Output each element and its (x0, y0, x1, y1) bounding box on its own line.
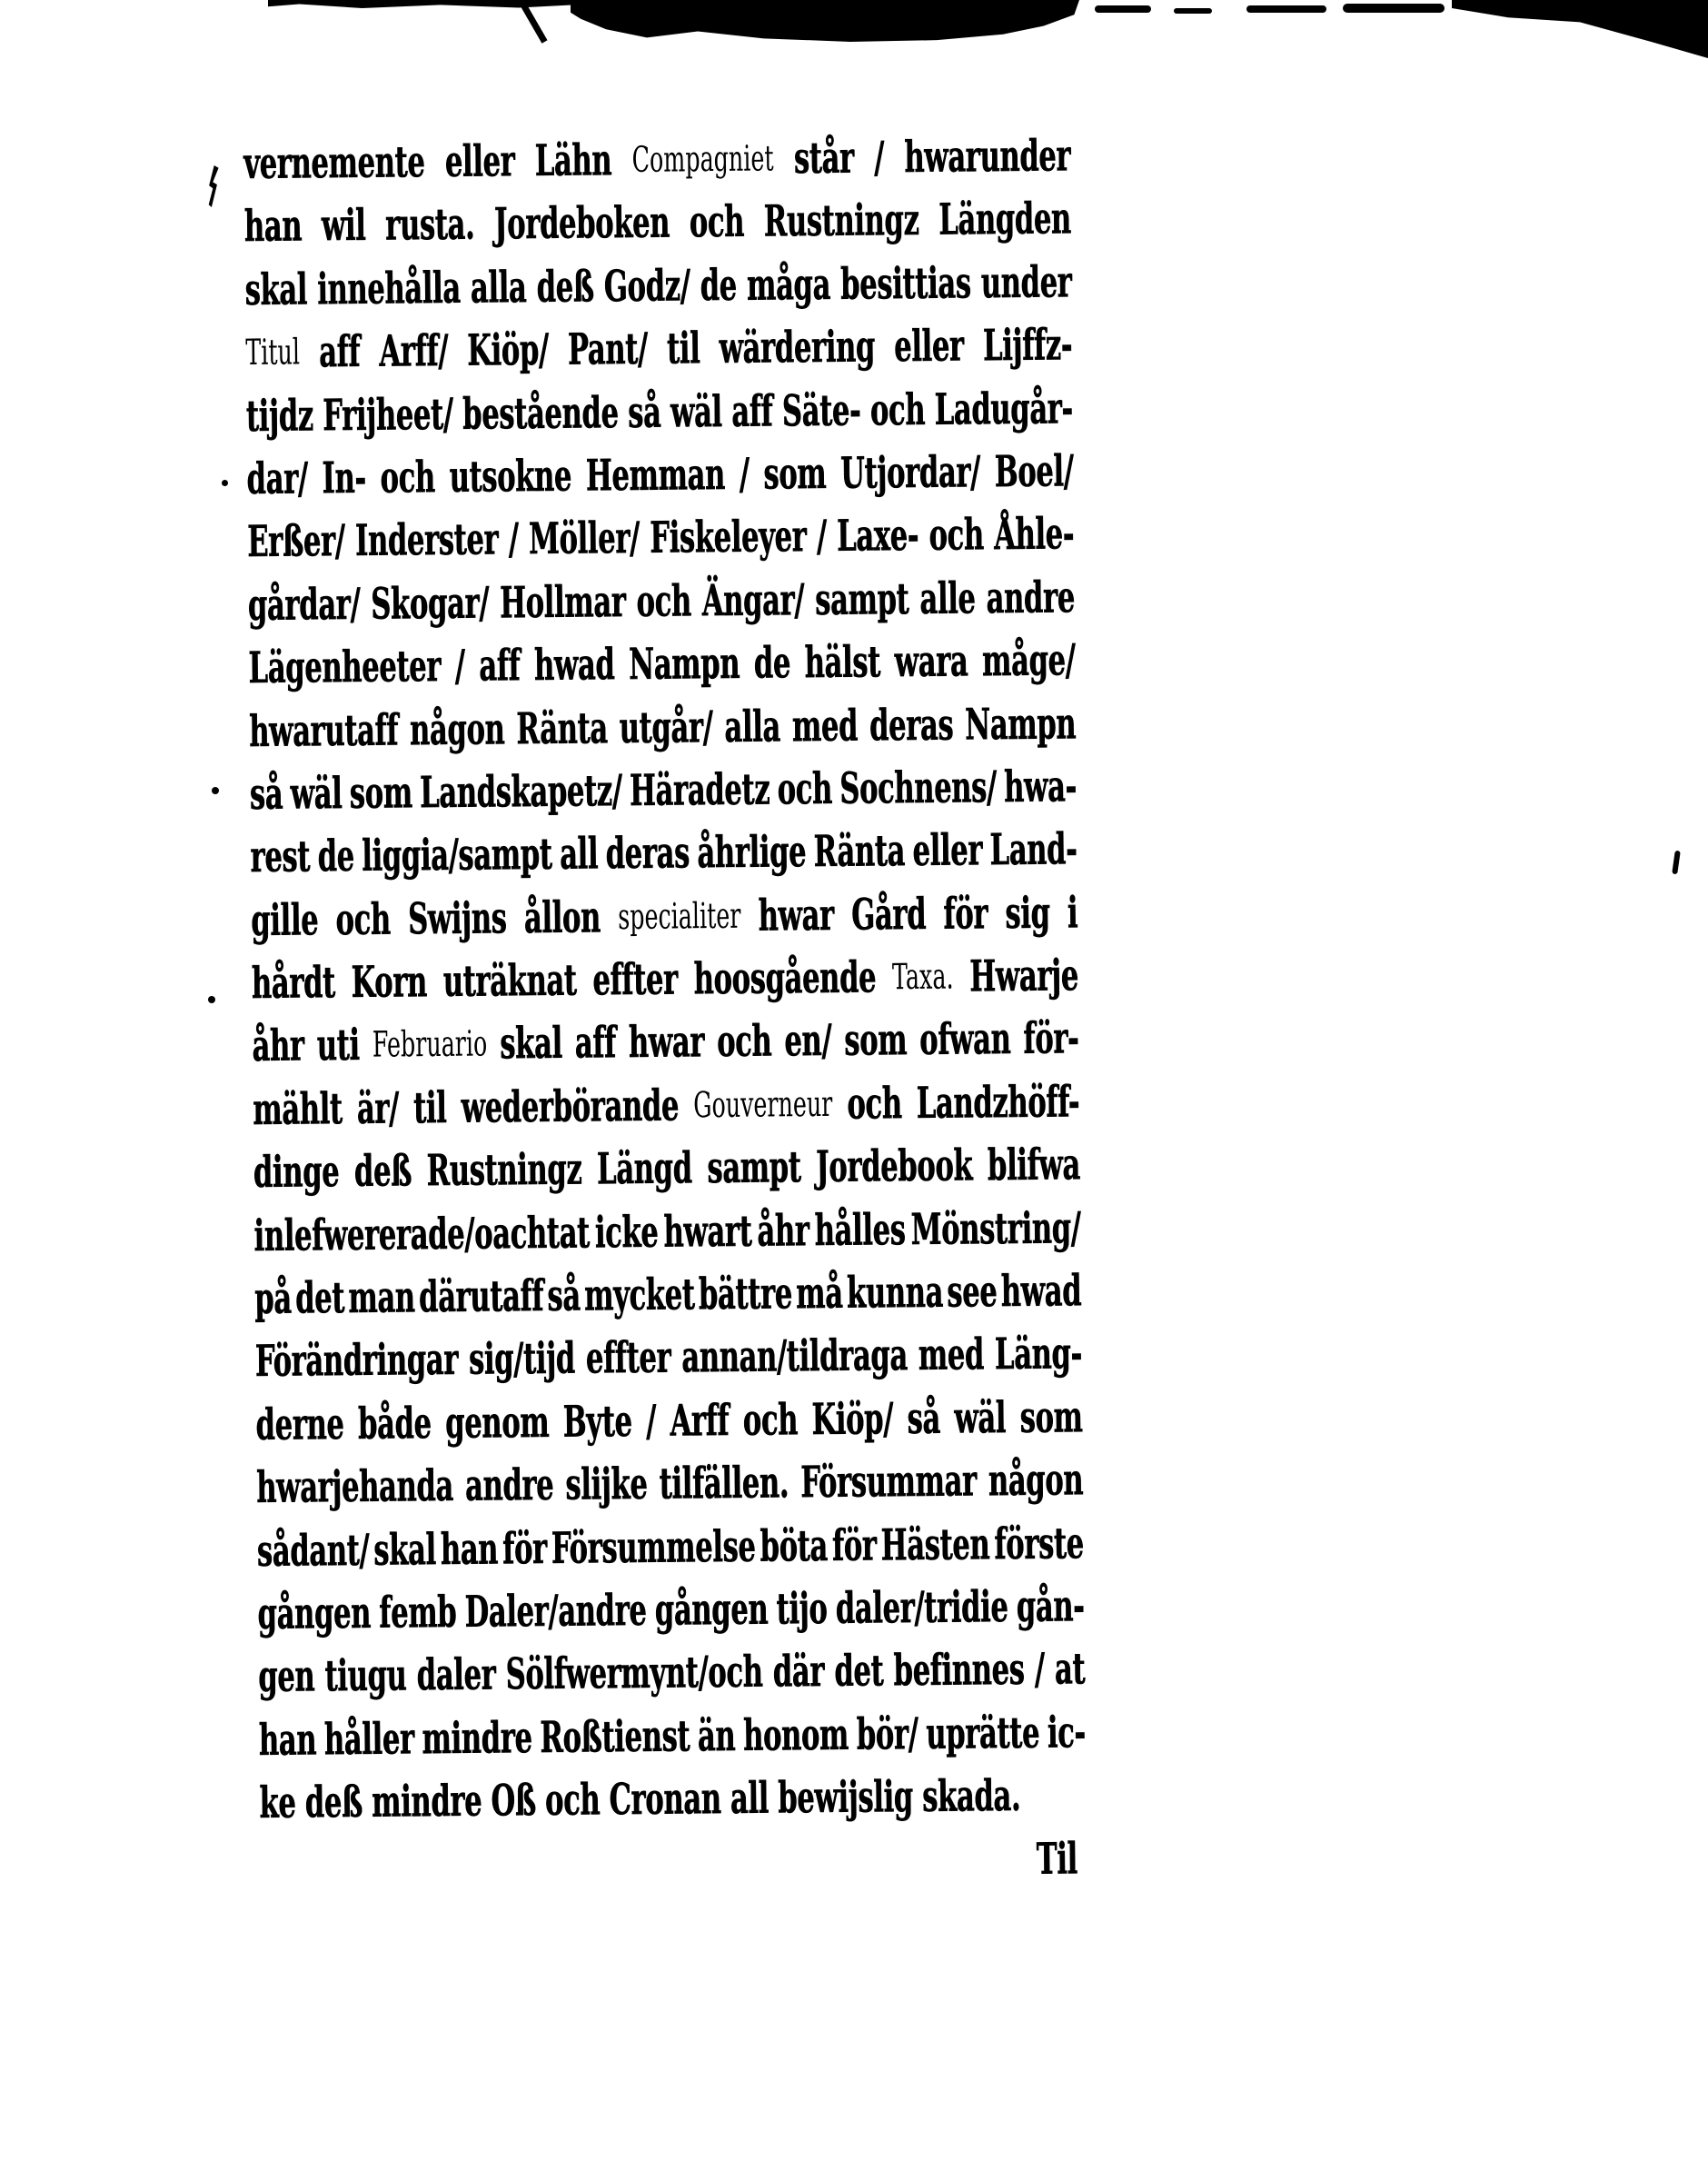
word: må (796, 1268, 844, 1320)
word: som (844, 1015, 908, 1067)
word: / (454, 641, 465, 692)
word: Arff (670, 1395, 730, 1447)
word: Compagniet (631, 138, 774, 181)
word: Daler/andre (464, 1585, 647, 1638)
word: femb (379, 1587, 457, 1638)
word: Skogar/ (371, 578, 490, 630)
text-line-3 (244, 251, 1072, 322)
word: Mönstring/ (910, 1202, 1081, 1255)
word: eller (912, 825, 983, 877)
word: Häradetz (629, 764, 770, 816)
word: hwad (1000, 1266, 1082, 1318)
word: än (697, 1710, 736, 1762)
word: / (508, 514, 519, 565)
text-line-8 (248, 566, 1076, 637)
word: Landzhöff- (916, 1077, 1080, 1129)
word: Inderster (354, 514, 499, 567)
word: Försummar (800, 1456, 978, 1509)
word: Landskapetz/ (419, 765, 622, 819)
word: med (791, 701, 859, 752)
word: för- (1023, 1013, 1079, 1065)
word: alla (724, 701, 781, 752)
word: genom (444, 1397, 550, 1449)
word: åhr (252, 1021, 305, 1072)
word: In- (322, 453, 367, 504)
word: och (742, 1395, 799, 1446)
word: Hästen (880, 1519, 990, 1570)
word: eller (893, 321, 965, 373)
text-line-16 (253, 1071, 1080, 1141)
word: Byte (562, 1396, 632, 1448)
word: Ränta (813, 826, 906, 878)
word: Lähn (534, 135, 612, 186)
word: för (943, 888, 988, 940)
word: tijo (776, 1583, 828, 1635)
word: ållon (523, 891, 601, 943)
word: både (357, 1398, 432, 1449)
word: åhrlige (697, 827, 807, 879)
word: står (793, 133, 855, 184)
word: han (258, 1715, 317, 1766)
word: til (412, 1082, 447, 1134)
word: skal (500, 1019, 563, 1070)
word: / (645, 1396, 657, 1447)
word: där (772, 1647, 825, 1698)
word: utsokne (449, 451, 572, 503)
word: gån- (1016, 1581, 1085, 1632)
word: Gouverneur (693, 1083, 833, 1127)
word: så (627, 387, 661, 438)
word: wäl (954, 1392, 1007, 1444)
word: med (918, 1330, 985, 1381)
text-line-25 (258, 1638, 1086, 1709)
text-line-17 (253, 1133, 1081, 1204)
text-line-13 (251, 881, 1078, 952)
text-line-23 (257, 1512, 1085, 1583)
word: sig/tijd (468, 1333, 576, 1386)
word: wärdering (719, 322, 876, 374)
text-line-12 (250, 819, 1077, 890)
word: han (440, 1523, 499, 1575)
scan-artifact-dash (1095, 5, 1151, 13)
word: en/ (784, 1016, 832, 1067)
word: inlefwererade/oachtat (253, 1208, 591, 1261)
word: hårdt (251, 958, 336, 1010)
word: under (980, 257, 1072, 308)
scan-artifact-top-strip (268, 0, 581, 8)
word: Nampn (964, 698, 1077, 750)
word: sampt (707, 1142, 801, 1194)
word: alle (919, 573, 976, 624)
word: och (847, 1078, 902, 1130)
word: gången (654, 1584, 769, 1636)
word: Ladugår- (934, 383, 1074, 435)
word: / (816, 512, 828, 563)
word: man (348, 1272, 416, 1323)
word: Hemman (585, 449, 726, 502)
word: det (834, 1646, 884, 1698)
word: aff (318, 326, 361, 378)
word: Säte- (781, 385, 861, 436)
word: Hollmar (499, 576, 626, 629)
word: Land- (989, 824, 1077, 876)
text-segment: ke deß mindre Oß och Cronan all bewijslig skada. (259, 1771, 1021, 1829)
scan-artifact-speck (208, 996, 215, 1003)
scan-artifact-dash (1246, 5, 1326, 13)
word: Nampn (628, 638, 740, 691)
word: sampt (815, 573, 909, 625)
word: kunna (846, 1267, 944, 1319)
scan-artifact-dash (1174, 8, 1212, 14)
word: dinge (253, 1147, 340, 1199)
word: förste (994, 1518, 1085, 1569)
catchword-row (260, 1827, 1087, 1898)
word: skal (244, 264, 308, 315)
word: dar/ (246, 453, 309, 504)
text-line-14 (252, 944, 1079, 1015)
word: ic- (1047, 1707, 1087, 1758)
word: är/ (356, 1083, 400, 1134)
word: de (700, 260, 738, 311)
scan-artifact-speck (212, 787, 219, 794)
word: gen (258, 1651, 315, 1703)
word: gille (251, 894, 319, 946)
scan-artifact-speck (1672, 851, 1681, 875)
word: honom (742, 1709, 849, 1761)
word: / (1034, 1644, 1046, 1696)
word: rest (250, 832, 311, 883)
word: och (869, 384, 926, 435)
word: Läng- (994, 1329, 1083, 1380)
word: Pant/ (567, 324, 649, 375)
word: ofwan (919, 1014, 1011, 1066)
word: hwad (533, 640, 615, 692)
word: Laxe- (836, 511, 919, 563)
word: Kiöp/ (467, 324, 550, 376)
word: sådant/ (256, 1525, 370, 1577)
word: daler/tridie (835, 1581, 1008, 1634)
word: hwart (663, 1206, 752, 1258)
text-line-22 (256, 1449, 1084, 1519)
word: at (1054, 1644, 1086, 1695)
word: det (294, 1273, 345, 1324)
word: utgår/ (619, 702, 713, 753)
word: blifwa (987, 1140, 1081, 1191)
word: som (1019, 1392, 1083, 1443)
word: tijdz (245, 390, 314, 442)
word: uträknat (442, 955, 577, 1008)
word: liggia/sampt (362, 830, 552, 882)
word: wäl (670, 386, 723, 438)
catchword: Til (1036, 1833, 1078, 1885)
word: icke (594, 1207, 659, 1258)
text-line-15 (252, 1008, 1079, 1079)
word: all (559, 829, 599, 880)
word: Titul (245, 332, 301, 374)
word: Rustningz (426, 1144, 582, 1197)
text-line-18 (253, 1197, 1081, 1268)
word: hwar (628, 1017, 705, 1069)
word: Jordebook (816, 1140, 973, 1193)
word: eller (444, 136, 515, 187)
word: Åhle- (993, 509, 1075, 561)
word: och (928, 510, 985, 562)
word: bör/ (856, 1708, 919, 1760)
word: besittias (839, 258, 971, 310)
word: vernemente (243, 137, 425, 189)
word: åhr (757, 1205, 809, 1257)
word: håller (323, 1714, 415, 1765)
text-line-10 (249, 692, 1077, 763)
text-line-5 (246, 377, 1074, 448)
word: / (739, 449, 750, 500)
word: Kiöp/ (811, 1394, 894, 1445)
word: Hwarje (969, 951, 1079, 1002)
word: aff (479, 641, 521, 692)
text-line-20 (255, 1323, 1083, 1394)
text-line-7 (247, 503, 1075, 574)
word: och (689, 197, 745, 248)
word: sig (1005, 888, 1050, 939)
word: han (243, 201, 303, 253)
word: alla (470, 262, 527, 314)
word: Lijffz- (982, 320, 1073, 372)
word: måge/ (981, 635, 1076, 687)
word: så (907, 1393, 941, 1444)
text-line-6 (246, 440, 1074, 511)
word: Erßer/ (247, 516, 345, 568)
word: måga (746, 259, 831, 311)
word: wil (321, 201, 366, 252)
word: hwar (758, 890, 835, 941)
word: deras (605, 828, 690, 880)
word: Gård (850, 889, 927, 941)
word: hwarjehanda (256, 1461, 454, 1514)
word: innehålla (317, 263, 462, 315)
text-line-9 (248, 629, 1076, 700)
word: wederbörande (461, 1081, 680, 1133)
word: och (777, 763, 833, 815)
word: specialiter (618, 895, 741, 938)
word: Fiskeleyer (650, 512, 807, 564)
word: Sochnens/ (839, 762, 998, 814)
word: och (380, 452, 436, 503)
word: Roßtienst (540, 1711, 690, 1763)
word: annan/tildraga (681, 1330, 909, 1383)
word: hwarutaff (249, 704, 399, 757)
word: och (335, 894, 392, 945)
word: andre (464, 1459, 554, 1511)
word: böta (760, 1520, 829, 1572)
word: tilfällen. (659, 1458, 789, 1509)
word: Längd (596, 1143, 692, 1195)
text-line-19 (254, 1260, 1082, 1330)
word: til (666, 324, 700, 374)
word: mählt (253, 1083, 343, 1135)
word: gårdar/ (247, 579, 361, 631)
word: Taxa. (891, 956, 954, 999)
word: see (947, 1267, 998, 1318)
word: Korn (351, 957, 428, 1008)
word: aff (574, 1018, 617, 1070)
word: wara (894, 636, 968, 688)
word: gången (257, 1588, 372, 1639)
text-line-27 (259, 1764, 1087, 1835)
word: hwarunder (904, 131, 1071, 184)
word: och (636, 576, 692, 627)
word: Arff/ (379, 326, 449, 377)
text-line-11 (250, 755, 1077, 826)
word: mycket (583, 1270, 695, 1321)
word: Lägenheeter (248, 642, 442, 694)
word: hålles (814, 1204, 906, 1256)
word: Jordeboken (493, 197, 670, 250)
word: slijke (565, 1459, 648, 1510)
word: wäl (290, 768, 343, 820)
scan-artifact-dash (1343, 4, 1445, 13)
word: tiugu (324, 1650, 407, 1702)
text-line-2 (244, 188, 1072, 259)
word: uti (316, 1021, 361, 1071)
word: Förändringar (254, 1335, 459, 1388)
word: och (716, 1016, 772, 1068)
word: Rustningz (763, 195, 919, 247)
word: mindre (422, 1712, 532, 1764)
word: så (249, 769, 283, 820)
word: befinnes (893, 1645, 1025, 1697)
word: effter (592, 954, 679, 1006)
word: deß (353, 1146, 412, 1198)
word: för (501, 1523, 548, 1574)
word: andre (986, 572, 1076, 623)
word: så (547, 1270, 581, 1321)
word: aff (731, 385, 773, 437)
text-line-24 (257, 1575, 1085, 1646)
word: Ängar/ (701, 574, 805, 626)
word: som (349, 768, 413, 819)
word: de (753, 638, 791, 689)
word: Längden (938, 194, 1072, 246)
word: uprätte (926, 1708, 1040, 1759)
word: Frijheet/ (323, 389, 453, 441)
text-line-1 (243, 124, 1071, 195)
word: hoosgående (693, 952, 877, 1005)
text-line-26 (259, 1701, 1087, 1772)
word: daler (416, 1649, 496, 1701)
word: Möller/ (528, 513, 640, 565)
text-line-4 (245, 314, 1073, 384)
word: för (831, 1519, 877, 1571)
scan-artifact-margin-squiggle (207, 165, 220, 207)
word: Godz/ (603, 261, 690, 312)
scan-artifact-corner-wedge (1452, 0, 1708, 58)
word: på (254, 1273, 293, 1324)
word: därutaff (418, 1270, 544, 1323)
word: Sölfwermynt/och (505, 1647, 763, 1700)
scan-artifact-speck (222, 480, 228, 486)
word: Boel/ (994, 446, 1074, 498)
word: Ränta (516, 702, 609, 754)
text-block (243, 124, 1087, 1898)
word: deß (536, 262, 594, 313)
word: Februario (372, 1023, 488, 1067)
word: skal (373, 1524, 437, 1576)
text-line-21 (255, 1386, 1083, 1457)
word: Försummelse (551, 1521, 756, 1574)
word: Swijns (407, 892, 507, 944)
word: derne (255, 1399, 344, 1450)
word: rusta. (385, 199, 475, 251)
word: Utjordar/ (839, 447, 981, 499)
word: / (873, 133, 885, 184)
word: hälst (804, 637, 881, 689)
word: någon (409, 703, 505, 755)
word: bättre (698, 1269, 793, 1320)
word: som (763, 448, 827, 500)
word: effter (585, 1332, 671, 1384)
word: hwa- (1004, 762, 1077, 812)
word: någon (988, 1455, 1084, 1507)
word: deras (869, 700, 954, 751)
word: i (1067, 887, 1078, 939)
word: bestående (462, 387, 619, 440)
scan-artifact-top-blob (571, 0, 1079, 42)
word: de (317, 832, 355, 882)
